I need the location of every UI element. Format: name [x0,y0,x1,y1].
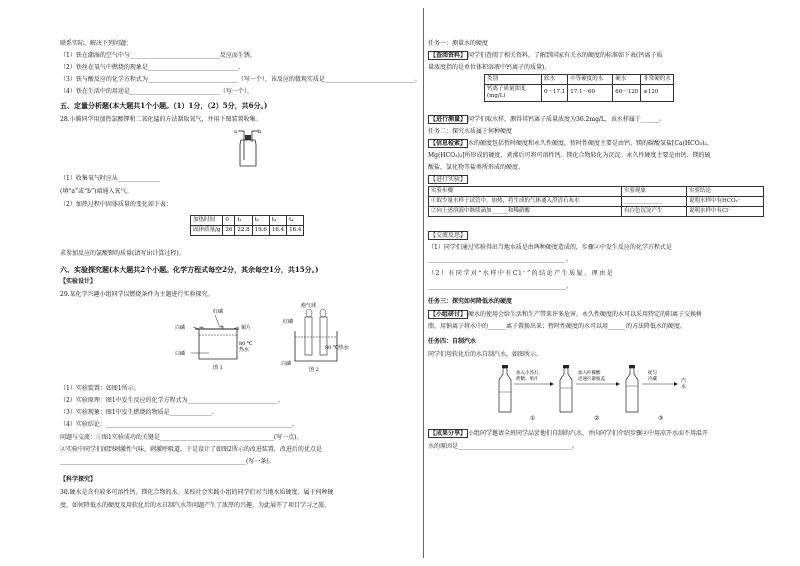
table-cell: 有白色沉淀产生 [622,206,687,216]
table-row [191,225,304,235]
table-cell: 固体质量/g [191,225,223,235]
tag-info-search: 【信息检索】 [430,140,467,147]
table-row [191,216,304,226]
talk-line4: ______________________________________________。 [428,283,573,290]
water-hardness-standard-table [484,74,674,102]
intro-text: 联系实际，解决下列问题： [60,40,133,47]
step-3-line1: 摇匀 [648,371,657,376]
heating-mass-table [190,215,304,236]
table-cell: t₄ [287,216,304,226]
tag-reflection-line [428,232,468,240]
question-29-1: （1）实验装置：如图1所示。 [60,385,140,392]
soda-char-1: 汽 [681,378,687,384]
table-row [429,206,764,216]
step-2-line2: 迅速拧紧瓶盖 [578,377,605,382]
question-29-6: ②实验中同学们闻到刺激性气味，刺激呼吸道，于是设计了如图2所示的改进装置，改进后的优点是 [60,446,322,453]
step-3-line2: 冷藏 [648,377,657,382]
hot-water-temp: 80 ℃ [239,341,253,347]
check-line1 [428,140,713,148]
question-iron-rust: （1）铁在潮湿的空气中与______________________________反应而生锈。 [60,52,256,59]
share-line2: 水的原因是______________________________________。 [428,443,579,450]
share-line1 [428,430,708,438]
question-29-3: （3）实验现象：图1中发生燃烧的物质是______________。 [60,409,218,416]
task-four-title: 任务四：自制汽水 [428,338,477,345]
question-30-line2: 度，如何降低水的硬度及用软化后的水自制汽水等问题产生了浓厚的兴趣，为此展开了项目学习之旅。 [60,502,331,509]
task-three-title: 任务三：探究如何降低水的硬度 [428,298,513,305]
step-2-line1: 加入柠檬酸 [578,371,601,376]
tag-share: 【成果分享】 [430,430,467,437]
table-cell: 说明水样中有HCO₃⁻ [687,196,764,206]
step-number-2: ② [594,415,600,422]
table-cell: t₂ [252,216,269,226]
question-29-4: （4）实验结论：______________________________________________________________。 [60,421,298,428]
info-line1 [428,52,662,60]
talk-line2: ______________________________________________。 [428,256,573,263]
step-2-label [578,369,605,382]
tag-lookup: 【查阅资料】 [430,52,467,59]
table-cell: 实验结论 [687,187,764,197]
soda-label [681,377,686,390]
table-row [485,75,674,85]
step-1-line1: 加入小苏打、 [516,371,543,376]
table-cell: 0～17.1 [542,84,568,101]
table-cell: 类别 [485,75,542,85]
white-phosphorus-label: 白磷 [175,325,186,331]
check-line3: 酸盐，氯化物等盐类所形成的硬度。 [428,164,525,171]
group-text-1: 硬水的使用会给生活和生产带来许多危害。永久性硬度的水可以采用特定的阳离子交换树 [468,311,703,318]
table-cell: t₁ [235,216,252,226]
step-1-label [516,369,543,382]
soda-making-figure [498,360,728,422]
table-row [429,196,764,206]
group-line1 [428,311,702,319]
hot-water-text: 热水 [239,347,250,353]
check-line2: Mg(HCO₃)₂]所形成的硬度，煮沸后可将可溶性钙、镁化合物转化为沉淀；永久性硬度主要是由钙、镁的硫 [428,152,711,159]
table-cell: 硬水 [613,75,641,85]
bottle-1 [499,365,511,412]
balloon-label: 瘪气球 [301,303,317,309]
figure-2-caption: 图 2 [309,367,319,373]
make-soda-text: 同学们用软化后的水自制汽水，如图所示。 [428,351,543,358]
column-divider [423,8,424,558]
question-28: 28.小腾同学用加热氯酸钾和二氧化锰的方法制取氧气，并用下图装置收集。 [60,116,262,123]
gas-collection-bottle-figure [228,126,268,170]
table-cell: t₃ [269,216,286,226]
question-iron-use: （4）铁在生活中的用途是______________________________（写一个）。 [60,88,253,95]
tag-group-discussion: 【小组研讨】 [430,311,467,318]
white-phosphorus-label-3: 白磷 [281,361,292,367]
red-phosphorus-label: 红磷 [213,309,224,315]
tag-reflection: 【交流反思】 [430,232,467,239]
table-cell: 19.6 [252,225,269,235]
table-cell: ______________ [622,196,687,206]
question-iron-acid: （3）铁与酸反应的化学方程式为______________________________（写一个），该反应的微观实质是______________________________。 [60,76,421,83]
table-cell: ≥120 [641,84,674,101]
talk-line3: （2）有同学对“水样中有Cl⁻”的结论产生质疑，理由是 [428,270,615,277]
hot-water-label-2: 80 ℃热水 [325,345,349,351]
tag-do-experiment [428,176,468,184]
table-cell: ②向上述溶液中继续滴加______和稀硝酸 [429,206,622,216]
tube-b-label: b [258,129,262,135]
share-text-1: 小组同学邀请全班同学品尝他们自制的汽水，并向同学们介绍步骤②中用凉开水而不用温开 [468,430,709,437]
table-cell: 钙离子质量浓度(mg/L) [485,84,542,101]
white-phosphorus-label-2: 白磷 [175,351,186,357]
question-29-7: ______________________________________________________________(写一条)。 [60,458,275,465]
measure-line [428,116,665,124]
copper-sheet-label: 铜片 [241,325,252,331]
task-one-title: 任务一：测量水的硬度 [428,40,489,47]
table-cell: 非常硬的水 [641,75,674,85]
table-cell: 实验步骤 [429,187,622,197]
table-cell: 16.4 [287,225,304,235]
table-cell: 加热时间 [191,216,223,226]
table-cell: 0 [223,216,235,226]
table-cell: 22.8 [235,225,252,235]
bottle-2 [560,365,572,412]
measure-text: 同学们取水样，测得其钙离子质量浓度为36.2mg/L，该水样属于______。 [468,116,665,123]
red-phosphorus-label-2: 红磷 [283,319,294,325]
tag-experiment-design: 【实验设计】 [60,278,97,285]
table-row [429,187,764,197]
tag-experiment: 【进行实验】 [430,176,467,183]
question-29-2: （2）实验原理：图1中发生反应的化学方程式为______________________________。 [60,397,284,404]
bottle-3 [626,365,638,412]
question-28-1b: (填“a”或“b”)端通入氧气。 [60,188,133,195]
question-29: 29.某化学兴趣小组同学以燃烧条件为主题进行实验探究。 [60,291,214,298]
section-five-heading: 五、定量分析题(本大题共1个小题。（1）1分，（2）5分，共6分。) [60,101,268,110]
info-text-1: 同学们查阅了相关资料，了解到国家有关水的硬度的标准如下表(钙离子质 [468,52,663,59]
check-text-1: 水的硬度包括暂时硬度和永久性硬度。暂时性硬度主要是由钙、镁的碳酸氢盐[Ca(HCO₃)₂、 [468,140,713,147]
soda-char-2: 水 [681,384,687,390]
table-cell: 实验现象 [622,187,687,197]
question-28-ask: 求参加反应的氯酸钾的质量(请写出计算过程)。 [60,250,185,257]
tube-a-label: a [234,129,237,135]
question-iron-burn: （2）铁丝在氧气中燃烧的现象是______________________________。 [60,64,244,71]
table-cell: 26 [223,225,235,235]
table-cell: 17.1～60 [568,84,613,101]
group-line2: 脂，用钠离子将水中的______离子置换出来；暂时性硬度的水可以用______的方法降低水的硬度。 [428,323,687,330]
table-cell: 软水 [542,75,568,85]
step-1-line2: 蔗糖、果汁 [516,377,539,382]
question-30-line1: 30.硬水是含有较多可溶性钙、镁化合物的水。某校社会实践小组的同学们对当地水质硬度、属于何种硬 [60,489,334,496]
experiment-table [428,186,764,217]
combustion-experiment-figure [175,301,355,373]
step-number-1: ① [530,415,536,422]
table-row [485,84,674,101]
task-two-title: 任务二：探究水质属于何种硬度 [428,128,513,135]
question-28-1: （1）收集氧气时应从______________ [60,175,160,182]
info-line2: 量浓度指的是单位体积溶液中钙离子的质量)。 [428,64,551,71]
table-cell: 60～120 [613,84,641,101]
step-3-label [648,369,657,382]
table-cell: ①取少量水样于试管中，加热，将生成的气体通入澄清石灰水 [429,196,622,206]
table-cell: 中等硬度的水 [568,75,613,85]
table-cell: 说明水样中有Cl⁻ [687,206,764,216]
section-six-heading: 六、实验探究题(本大题共2个小题。化学方程式每空2分，其余每空1分，共15分。) [60,265,319,274]
hot-water-label-1 [239,341,253,353]
tag-science-inquiry: 【科学探究】 [60,476,97,483]
talk-line1: （1）同学们通过实验得出当地水质是由两种硬度造成的，步骤②中发生反应的化学方程式是 [428,244,672,251]
question-28-2: （2）加热过程中固体质量的变化如下表： [60,201,172,208]
question-29-5: 问题与交流：①图1实验成功的关键是______________________________________(写一点)。 [60,434,303,441]
table-cell: 16.4 [269,225,286,235]
tag-measure: 【进行测量】 [430,116,467,123]
figure-1-caption: 图 1 [213,365,223,371]
step-number-3: ③ [658,415,664,422]
